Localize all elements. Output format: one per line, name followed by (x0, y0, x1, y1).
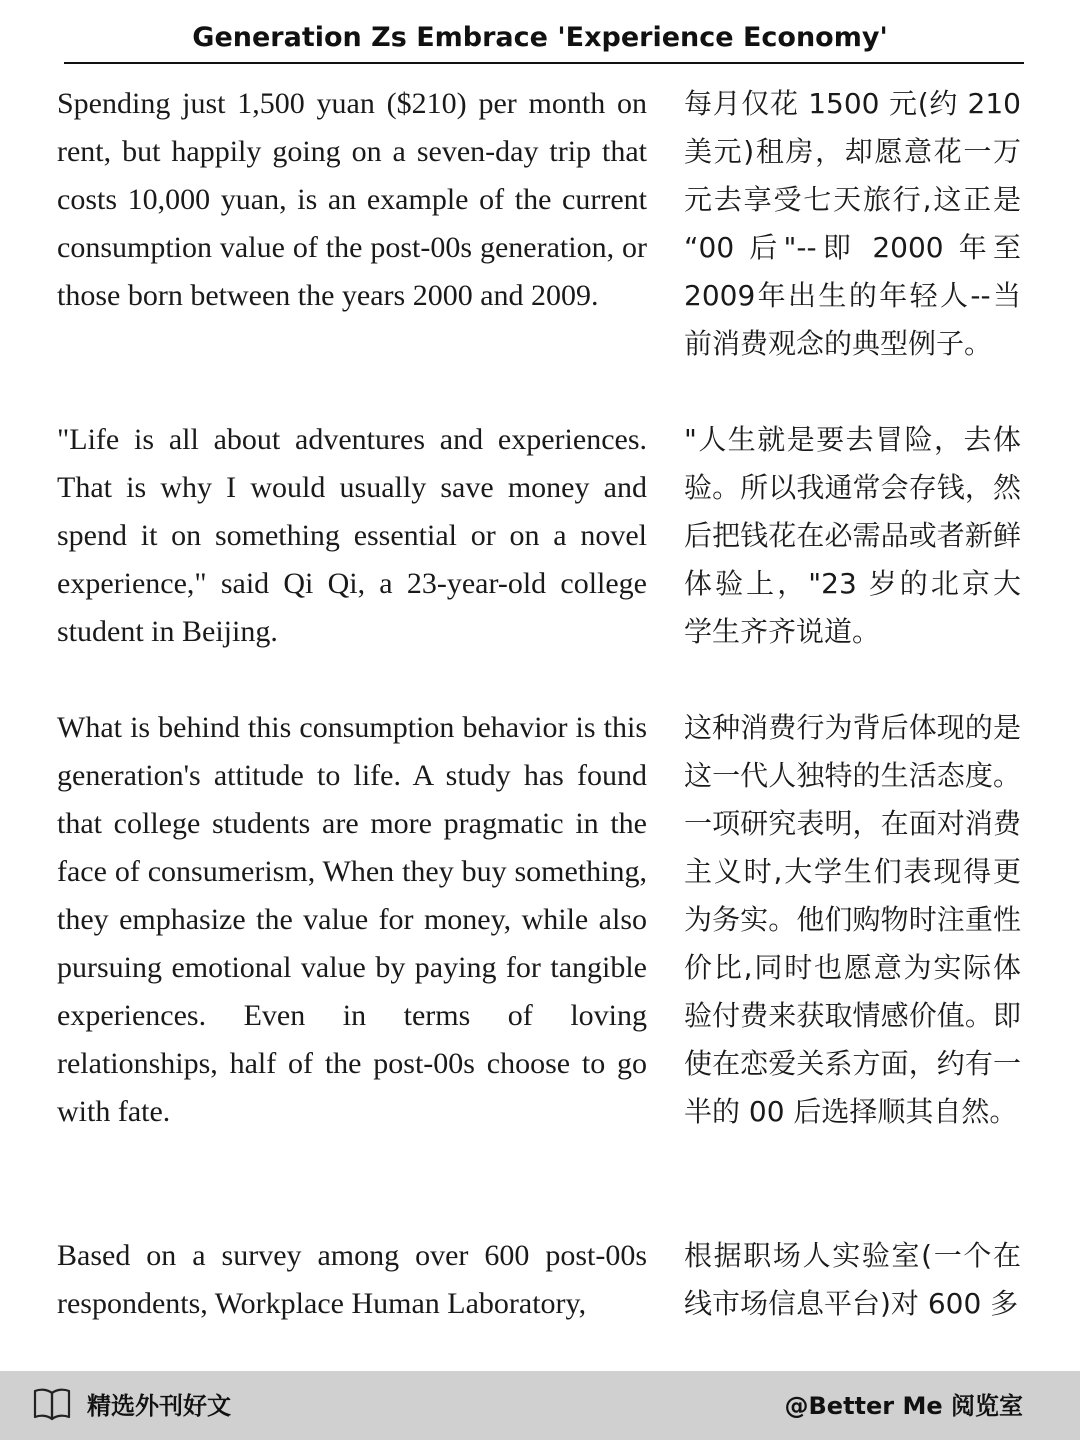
paragraph-4-english: Based on a survey among over 600 post-00s respondents, Workplace Human Laboratory, (57, 1239, 647, 1320)
footer-section-label: 精选外刊好文 (87, 1392, 231, 1420)
footer-account-label: @Better Me 阅览室 (784, 1392, 1023, 1420)
header (0, 0, 1080, 64)
open-book-icon (33, 1387, 71, 1421)
paragraph-3-english: What is behind this consumption behavior is this generation's attitude to life. A study has found that college students are more pragmatic in the face of consumerism, When they buy something, they emphasize the value for money, while also pursuing emotional value by paying for tangible experiences. Even in terms of loving relationships, half of the post-00s choose to go with fate. (57, 711, 647, 1128)
paragraph-1-english: Spending just 1,500 yuan ($210) per month on rent, but happily going on a seven-day trip that costs 10,000 yuan, is an example of the current consumption value of the post-00s generation, or those born between the years 2000 and 2009. (57, 87, 647, 312)
paragraph-4-chinese: 根据职场人实验室(一个在线市场信息平台)对 600 多 (684, 1239, 1021, 1320)
title-divider (64, 62, 1024, 64)
paragraph-1-chinese: 每月仅花 1500 元(约 210 美元)租房，却愿意花一万元去享受七天旅行,这正是 “00 后"--即 2000 年至2009年出生的年轻人--当前消费观念的典型例子。 (684, 87, 1021, 360)
paragraph-2-english: "Life is all about adventures and experiences. That is why I would usually save money and spend it on something essential or on a novel experience," said Qi Qi, a 23-year-old college student in Beijing. (57, 423, 647, 648)
page-title: Generation Zs Embrace 'Experience Economy' (192, 22, 888, 53)
paragraph-3-chinese: 这种消费行为背后体现的是这一代人独特的生活态度。一项研究表明，在面对消费主义时,大学生们表现得更为务实。他们购物时注重性价比,同时也愿意为实际体验付费来获取情感价值。即使在恋爱关系方面，约有一半的 00 后选择顺其自然。 (684, 711, 1021, 1128)
paragraph-2-chinese: "人生就是要去冒险，去体验。所以我通常会存钱，然后把钱花在必需品或者新鲜体验上，"23 岁的北京大学生齐齐说道。 (684, 423, 1021, 648)
footer-bar (0, 1371, 1080, 1440)
